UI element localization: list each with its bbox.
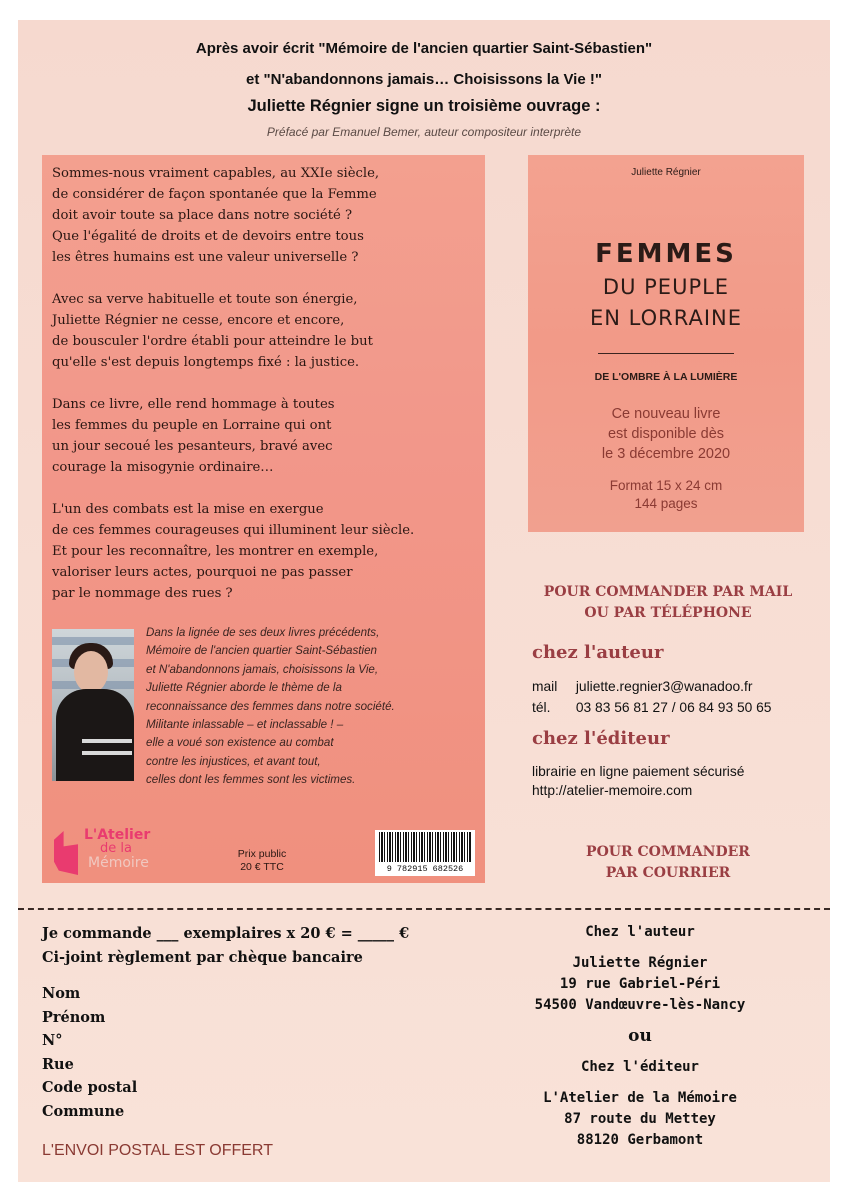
order-form xyxy=(42,922,462,1123)
field-rue[interactable]: Rue xyxy=(42,1055,74,1073)
mailing-addresses xyxy=(480,922,800,1151)
back-cover xyxy=(42,155,485,883)
contact-mail-row xyxy=(532,676,771,697)
field-code-postal[interactable]: Code postal xyxy=(42,1079,138,1096)
cut-line xyxy=(18,908,830,910)
photo-face xyxy=(74,651,108,693)
availability-note: Ce nouveau livre est disponible dès le 3 décembre 2020 xyxy=(601,406,731,462)
header-headline: Juliette Régnier signe un troisième ouvrage : xyxy=(247,97,601,115)
order-by-post-heading: POUR COMMANDER PAR COURRIER xyxy=(586,844,750,881)
field-nom[interactable]: Nom xyxy=(42,985,81,1002)
back-paragraph-1: Sommes-nous vraiment capables, au XXIe siècle, de considérer de façon spontanée que la Femme doit avoir toute sa place dans notre société ? Que l'égalité de droits et de devoirs entre tous les êtres humains est une valeur universelle ? xyxy=(52,166,380,265)
field-numero[interactable]: N° xyxy=(42,1032,63,1049)
barcode-bars-icon xyxy=(379,832,471,862)
cover-divider xyxy=(598,353,734,354)
mail-label: mail xyxy=(532,679,558,694)
tel-value: 03 83 56 81 27 / 06 84 93 50 65 xyxy=(575,700,772,715)
publisher-logo xyxy=(52,827,162,879)
or-separator: ou xyxy=(628,1026,652,1046)
logo-text-3: Mémoire xyxy=(88,855,149,871)
publisher-logo-mark-icon xyxy=(54,831,78,875)
photo-stripe xyxy=(82,739,132,743)
cover-author: Juliette Régnier xyxy=(631,167,701,178)
back-cover-text xyxy=(52,163,482,625)
cover-title-line-3: EN LORRAINE xyxy=(589,306,742,330)
contact-tel-row xyxy=(532,697,771,718)
online-shop-link[interactable]: librairie en ligne paiement sécurisé http://atelier-memoire.com xyxy=(532,764,745,798)
cover-title: FEMMES xyxy=(595,239,737,269)
book-format: Format 15 x 24 cm 144 pages xyxy=(609,478,723,511)
back-paragraph-4: L'un des combats est la mise en exergue de ces femmes courageuses qui illuminent leur siècle. Et pour les reconnaître, les montrer en exemple, valoriser leurs actes, pourquoi ne pas passer par le nommage des rues ? xyxy=(52,502,415,601)
publisher-address: L'Atelier de la Mémoire 87 route du Mettey 88120 Gerbamont xyxy=(543,1090,737,1148)
form-fields xyxy=(42,982,462,1123)
author-address-label: Chez l'auteur xyxy=(585,924,695,940)
publisher-address-label: Chez l'éditeur xyxy=(580,1059,699,1075)
order-by-mail-heading: POUR COMMANDER PAR MAIL OU PAR TÉLÉPHONE xyxy=(543,584,793,621)
photo-stripe xyxy=(82,751,132,755)
public-price: Prix public 20 € TTC xyxy=(237,848,287,873)
barcode-number: 9 782915 682526 xyxy=(386,864,464,874)
field-commune[interactable]: Commune xyxy=(42,1102,125,1120)
author-photo xyxy=(52,629,134,781)
field-prenom[interactable]: Prénom xyxy=(42,1008,106,1026)
photo-body xyxy=(56,689,134,781)
cover-tagline: DE L'OMBRE À LA LUMIÈRE xyxy=(594,371,738,383)
front-cover xyxy=(528,155,804,532)
flyer-sheet xyxy=(18,20,830,1182)
header-line-1: Après avoir écrit "Mémoire de l'ancien quartier Saint-Sébastien" xyxy=(195,40,653,57)
author-contact-heading: chez l'auteur xyxy=(532,642,664,663)
author-contact xyxy=(532,676,771,718)
logo-text-1: L'Atelier xyxy=(84,827,151,843)
mail-link[interactable]: juliette.regnier3@wanadoo.fr xyxy=(575,679,753,694)
header-preface: Préfacé par Emanuel Bemer, auteur compositeur interprète xyxy=(266,125,582,139)
back-paragraph-2: Avec sa verve habituelle et toute son énergie, Juliette Régnier ne cesse, encore et encore, de bousculer l'ordre établi pour atteindre le but qu'elle s'est depuis longtemps fixé : la justice. xyxy=(52,292,373,370)
header-line-2: et "N'abandonnons jamais… Choisissons la Vie !" xyxy=(246,71,602,88)
free-shipping-note: L'ENVOI POSTAL EST OFFERT xyxy=(42,1142,273,1159)
order-quantity-line[interactable]: Je commande ___ exemplaires x 20 € = _____ € xyxy=(42,925,410,942)
tel-label: tél. xyxy=(532,700,551,715)
payment-line: Ci-joint règlement par chèque bancaire xyxy=(42,949,363,966)
isbn-barcode xyxy=(375,830,475,876)
logo-text-2: de la xyxy=(100,841,132,856)
back-paragraph-3: Dans ce livre, elle rend hommage à toutes les femmes du peuple en Lorraine qui ont un jour secoué les pesanteurs, bravé avec courage la misogynie ordinaire… xyxy=(52,397,335,475)
cover-title-line-2: DU PEUPLE xyxy=(602,275,730,299)
author-bio: Dans la lignée de ses deux livres précédents, Mémoire de l'ancien quartier Saint-Sébastien et N'abandonnons jamais, choisissons la Vie, Juliette Régnier aborde le thème de la reconnaissance des femmes dans notre société. Militante inlassable – et inclassable ! – elle a voué son existence au combat contre les injustices, et avant tout, celles dont les femmes sont les victimes. xyxy=(146,626,395,787)
author-address: Juliette Régnier 19 rue Gabriel-Péri 54500 Vandœuvre-lès-Nancy xyxy=(534,955,746,1013)
publisher-contact-heading: chez l'éditeur xyxy=(532,728,670,749)
